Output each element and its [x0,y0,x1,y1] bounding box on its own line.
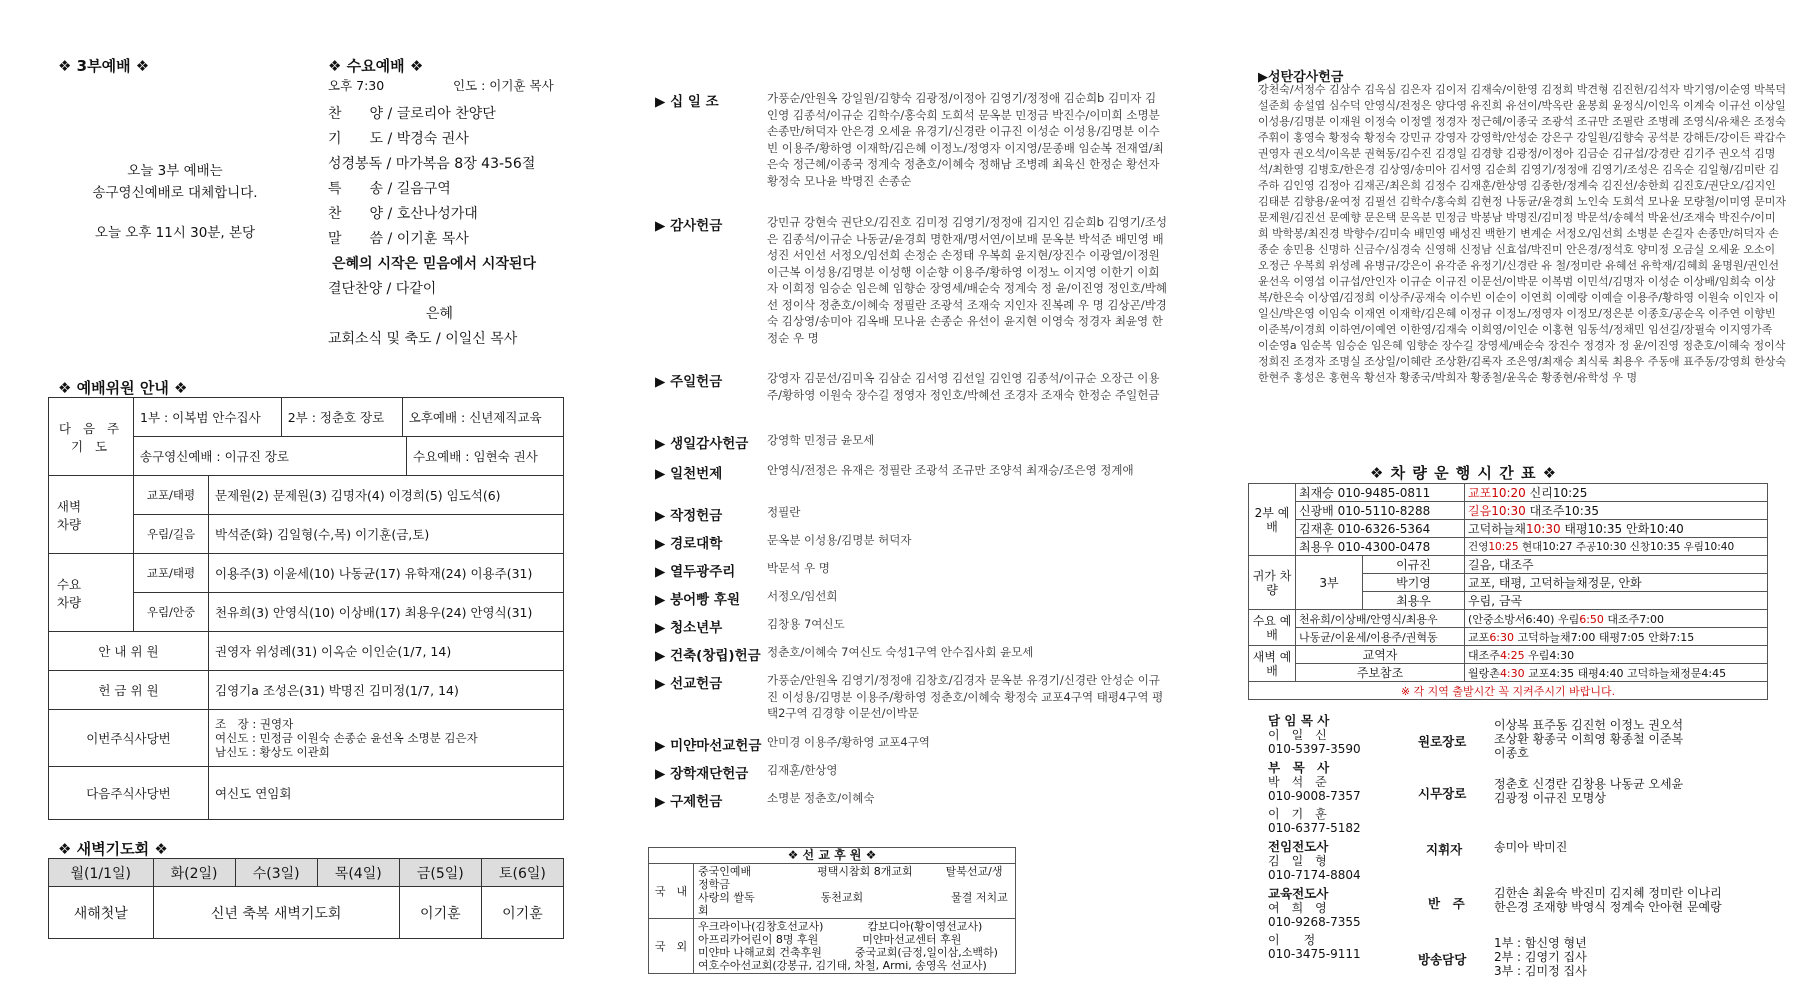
officer-row: 지휘자 송미아 박미진 [1426,840,1568,857]
vehicle-route: 월랑촌4:30 교포4:35 태평4:40 고덕하늘채정문4:45 [1465,664,1768,682]
order-row: 성경봉독 / 마가복음 8장 43-56절 [328,156,536,172]
prayer-cell: 이기훈 [399,887,481,939]
christmas-heading: ▶성탄감사헌금 [1258,70,1344,85]
mission-heading: ❖ 선 교 후 원 ❖ [649,848,1016,864]
grace: 은혜 [426,306,454,322]
vehicle-driver: 이규진 [1363,556,1465,574]
pastor-entry: 부 목 사 박 석 준 010-9008-7357 [1268,760,1361,803]
vehicle-route: 교포10:20 신리10:25 [1465,484,1768,502]
dawn-type: 우림/길음 [134,515,209,554]
vehicle-route: 대조주4:25 우림4:30 [1465,646,1768,664]
officer-row: 반 주 김한손 최윤숙 박진미 김지혜 정미란 이나리 한은경 조재향 박영식 정계숙 안아현 문예랑 [1428,886,1722,914]
officer-row: 시무장로 정춘호 신경란 김창용 나동균 오세윤 김광정 이규진 모명상 [1418,777,1684,805]
third-service-line1: 오늘 3부 예배는 [127,163,223,179]
dawn-prayer-table [48,858,564,939]
worship-staff-heading: ❖ 예배위원 안내 ❖ [58,379,188,397]
dawn-names: 문제원(2) 문제원(3) 김명자(4) 이경희(5) 임도석(6) [209,476,564,515]
day-cell: 수(3일) [235,859,317,887]
vehicle-driver: 최재승 010-9485-0811 [1296,484,1465,502]
domestic-label: 국 내 [649,864,694,919]
vehicle-route: 고덕하늘채10:30 태평10:35 안화10:40 [1465,520,1768,538]
vehicle-driver: 최용우 [1363,592,1465,610]
prayer-first: 1부 : 이복범 안수집사 [134,398,281,436]
next-kitchen-label: 다음주식사당번 [49,767,209,820]
vehicle-heading: ❖ 차 량 운 행 시 간 표 ❖ [1370,464,1558,482]
order-row: 기 도 / 박경숙 권사 [328,131,469,147]
pastor-list [1268,713,1398,963]
vehicle-route: 교포6:30 고덕하늘채7:00 태평7:05 안화7:15 [1465,628,1768,646]
kitchen-names: 조 장 : 권영자 여신도 : 민정금 이원숙 손종순 윤선옥 소명분 김은자 남신도 : 황상도 이관희 [209,710,564,767]
pastor-entry: 담 임 목 사 이 일 신 010-5397-3590 [1268,713,1361,756]
domestic-list: 중국인예배 평택시참회 8개교회 탈북선교/생정학금 사랑의 쌀독 동천교회 물결 저치교회 [694,864,1016,919]
pastor-entry: 교육전도사 여 희 영 010-9268-7355 [1268,886,1361,929]
pastor-entry: 이 기 훈 010-6377-5182 [1268,807,1361,835]
pastor-entry: 이 정 010-3475-9111 [1268,933,1361,961]
vehicle-note: ※ 각 지역 출발시간 꼭 지켜주시기 바랍니다. [1249,682,1768,700]
christmas-names: 강천숙/서정수 김삼수 김옥심 김은자 김이저 김재숙/이한영 김정희 박견형 김진헌/김석자 박기영/이순영 박복덕 설준희 송설엽 심수덕 안영식/전정은 양다영 유진희 유선이/박옥란 윤봉희 윤정식/이인옥 이계숙 이규선 이상일 이성용/김명분 이재원 이정숙 이정엘 정경자 정근혜/이종국 조광석 조규만 조필란 조병례 조영식/유채은 조정숙 주휘이 홍영숙 황정숙 황정숙 강민규 강영자 강영학/안성순 강은구 강일원/김향숙 공석분 강해든/강이든 곽갑수 권영자 권오석/이옥분 권혁동/김수진 김경일 김경향 김광정/이정아 김금순 김규섭/강경란 김기주 권오석 김명석/최한영 김병호/한은경 김상영/송미아 김서영 김순희 김영기/정정애 김영기/조성은 김옥순 김일형/김미란 김주하 김인영 김정아 김재곤/최은희 김정수 김재훈/한상영 김종한/정계숙 김진선/송한희 김진호/권단오/김지인 김태분 김향용/윤여정 김필선 김학수/홍숙희 김현정 나동균/윤경희 노인숙 도희석 모나윤 모량철/이미영 문미자 문제원/김진선 문예향 문은택 문옥분 민정금 박봉남 박명진/김미정 박문석/송혜석 박윤선/조재숙 박진수/이미희 박학봉/최진경 박향수/김미숙 배민영 배성진 백한기 변계순 서정오/임선희 소병분 손길자 손종만/허덕자 손종순 송민용 신명하 신금수/심경숙 신영해 신정남 신효섭/박진미 안은경/정석호 양미정 오금실 오세윤 오소이 오정근 우복희 위성례 유병규/강은이 유각준 유정기/신경란 유 철/정미란 유혜선 유학재/김혜희 윤명원/권인선 윤선옥 이영섭 이규섭/안인자 이규순 이규진 이문선/이박문 이복범 이민석/김명자 이성순 이상배/임희숙 이상복/한은숙 이상엽/김정희 이상주/공재숙 이수빈 이순이 이연희 이예랑 이예슬 이용주/황하영 이원숙 이인자 이일신/박은영 이임숙 이재연 이재학/김은혜 이정규 이정노/정영자 이정모/정은분 이종호/공순옥 이주연 이향빈 이준복/이경희 이하연/이예연 이한영/김재숙 이희영/이인순 이홍현 임동석/정채민 임선길/장필숙 이지영가족 이순영a 임순복 임승순 임은혜 임향순 장수길 장영세/배순숙 장진수 정경자 정 윤/이진영 정춘호/이혜숙 정이삭 정희진 조경자 조명실 조상일/이혜란 조상환/김록자 조은영/최재승 최식룩 최용우 주동애 표주동/강영희 한상숙 한현주 홍성은 홍현옥 황선자 황종국/박희자 황종철/윤옥순 황종현/유학성 우 명 [1258,83,1786,384]
order-row: 말 씀 / 이기훈 목사 [328,231,469,247]
pastor-entry: 전임전도사 김 일 형 010-7174-8804 [1268,839,1361,882]
order-row: 찬 양 / 글로리아 찬양단 [328,106,496,122]
vehicle-route: 길음, 대조주 [1465,556,1768,574]
order-row: 찬 양 / 호산나성가대 [328,206,478,222]
officer-list [1418,718,1788,980]
vehicle-route: 길음10:30 대조주10:35 [1465,502,1768,520]
usher-names: 권영자 위성례(31) 이옥순 이인순(1/7, 14) [209,632,564,671]
wed-type: 교포/태평 [134,554,209,593]
third-service-notice [70,160,280,244]
prayer-cell: 새해첫날 [49,887,154,939]
day-cell: 화(2일) [153,859,235,887]
offering-label: 헌 금 위 원 [49,671,209,710]
next-kitchen-names: 여신도 연임회 [209,767,564,820]
vehicle-table [1248,483,1768,700]
third-service-line2: 송구영신예배로 대체합니다. [92,185,258,201]
day-cell: 월(1/1일) [49,859,154,887]
vehicle-group-label: 수요 예배 [1249,610,1296,646]
vehicle-group-label: 귀가 차량 [1249,556,1296,610]
foreign-label: 국 외 [649,919,694,974]
vehicle-route: 건영10:25 현대10:27 주공10:30 신창10:35 우림10:40 [1465,538,1768,556]
prayer-second: 2부 : 정춘호 장로 [281,398,402,436]
vehicle-driver: 교역자 [1296,646,1465,664]
vehicle-driver: 신광배 010-5110-8288 [1296,502,1465,520]
third-service-heading: ❖ 3부예배 ❖ [58,57,150,75]
vehicle-driver: 주보참조 [1296,664,1465,682]
wed-type: 우림/안중 [134,593,209,632]
order-row: 결단찬양 / 다같이 [328,281,437,297]
vehicle-driver: 박기영 [1363,574,1465,592]
mission-table [648,847,1016,974]
sermon-title: 은혜의 시작은 믿음에서 시작된다 [332,256,536,272]
order-row: 특 송 / 길음구역 [328,181,451,197]
vehicle-driver: 최용우 010-4300-0478 [1296,538,1465,556]
prayer-cell: 신년 축복 새벽기도회 [153,887,399,939]
worship-staff-table [48,397,564,820]
officer-row: 원로장로 이상복 표주동 김진헌 이정노 권오석 조상환 황종국 이희영 황종철 이준복 이종호 [1418,718,1684,760]
dawn-car-label: 새벽 차량 [56,498,82,532]
vehicle-driver: 김재훈 010-6326-5364 [1296,520,1465,538]
vehicle-route: 우림, 금곡 [1465,592,1768,610]
order-row: 교회소식 및 축도 / 이일신 목사 [328,331,518,347]
vehicle-driver: 천유희/이상배/안영식/최용우 [1296,610,1465,628]
wed-names: 이용주(3) 이윤세(10) 나동균(17) 유학재(24) 이용주(31) [209,554,564,593]
dawn-type: 교포/태평 [134,476,209,515]
wednesday-heading: ❖ 수요예배 ❖ [328,57,424,75]
next-prayer-label: 다 음 주 기 도 [49,398,134,476]
kitchen-label: 이번주식사당번 [49,710,209,767]
prayer-newyear: 송구영신예배 : 이규진 장로 [134,437,407,475]
day-cell: 토(6일) [481,859,563,887]
prayer-cell: 이기훈 [481,887,563,939]
foreign-list: 우크라이나(김창호선교사) 캄보디아(황이영선교사) 아프리카어린이 8명 후원 미얀마선교센터 후원 미얀마 나해교회 건축후원 중국교회(금정,일이삼,소백하) 여호수아선교회(강봉규, 김기태, 차철, Armi, 송영옥 선교사) [694,919,1016,974]
officer-row: 방송담당 1부 : 함신영 형년 2부 : 김영기 집사 3부 : 김미정 집사 [1418,936,1587,978]
dawn-names: 박석준(화) 김일형(수,목) 이기훈(금,토) [209,515,564,554]
offering-names: 김영기a 조성은(31) 박명진 김미정(1/7, 14) [209,671,564,710]
dawn-prayer-heading: ❖ 새벽기도회 ❖ [58,840,168,858]
wed-names: 천유희(3) 안영식(10) 이상배(17) 최용우(24) 안영식(31) [209,593,564,632]
day-cell: 목(4일) [317,859,399,887]
vehicle-group-label: 새벽 예배 [1249,646,1296,682]
wednesday-leader: 인도 : 이기훈 목사 [453,78,554,93]
wed-car-label: 수요 차량 [56,576,82,610]
wednesday-order [328,102,588,352]
vehicle-group-label: 2부 예배 [1249,484,1296,556]
prayer-evening: 오후예배 : 신년제직교육 [408,410,542,425]
vehicle-route: (안중소방서6:40) 우림6:50 대조주7:00 [1465,610,1768,628]
vehicle-route: 교포, 태평, 고덕하늘채정문, 안화 [1465,574,1768,592]
day-cell: 금(5일) [399,859,481,887]
third-service-line3: 오늘 오후 11시 30분, 본당 [94,225,256,241]
vehicle-driver: 나동균/이윤세/이용주/권혁동 [1296,628,1465,646]
usher-label: 안 내 위 원 [49,632,209,671]
vehicle-sub-label: 3부 [1296,556,1363,610]
prayer-wednesday: 수요예배 : 임현숙 권사 [413,449,538,464]
wednesday-time: 오후 7:30 [328,78,385,93]
